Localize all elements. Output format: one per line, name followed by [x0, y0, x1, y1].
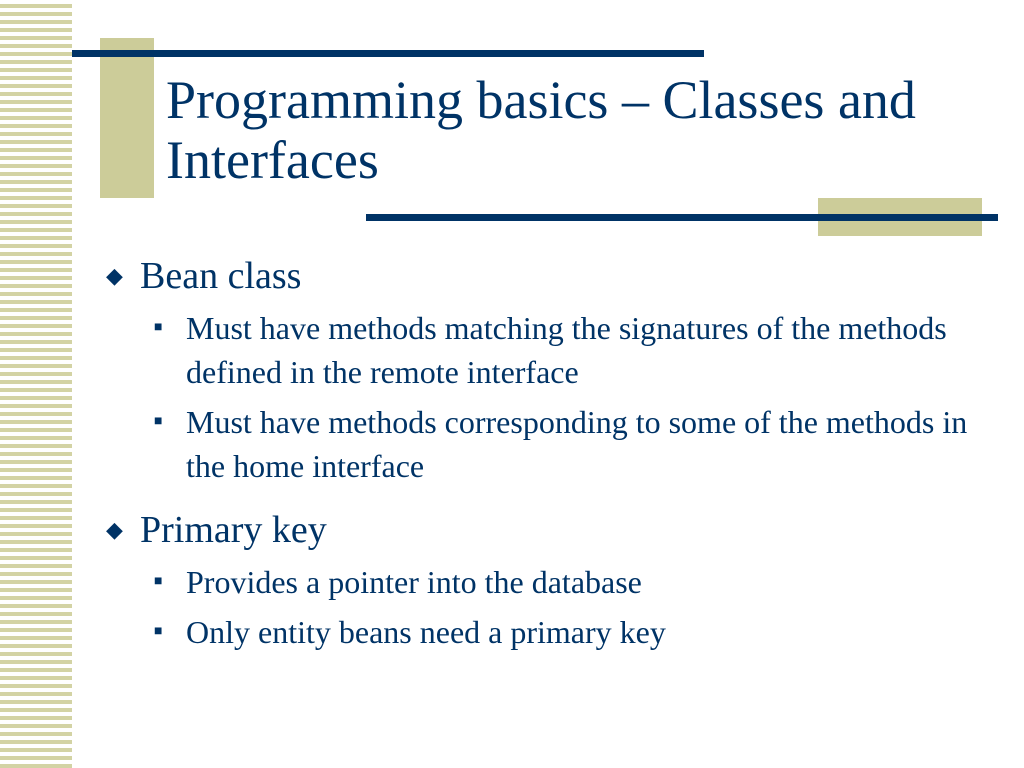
- bullet-heading: Primary key: [140, 509, 327, 551]
- slide-body: [106, 254, 996, 660]
- square-bullet-icon: ■: [154, 414, 163, 429]
- title-accent-block: [100, 38, 154, 198]
- slide-title: Programming basics – Classes and Interfaces: [166, 70, 916, 190]
- bullet-primary-key: [106, 508, 996, 552]
- sub-bullet: [106, 560, 996, 604]
- square-bullet-icon: ■: [154, 624, 163, 639]
- square-bullet-icon: ■: [154, 320, 163, 335]
- bullet-bean-class: [106, 254, 996, 298]
- left-stripe-decoration: [0, 0, 72, 768]
- square-bullet-icon: ■: [154, 574, 163, 589]
- sub-bullet-text: Must have methods matching the signatures of the methods defined in the remote interface: [186, 310, 947, 390]
- spacer: [106, 494, 996, 508]
- bottom-rule: [366, 214, 998, 221]
- sub-bullet-text: Only entity beans need a primary key: [186, 614, 666, 650]
- top-rule: [72, 50, 704, 57]
- sub-bullet: [106, 400, 996, 488]
- sub-bullet: [106, 306, 996, 394]
- sub-bullet-text: Provides a pointer into the database: [186, 564, 642, 600]
- diamond-bullet-icon: ◆: [106, 517, 123, 542]
- bullet-heading: Bean class: [140, 255, 302, 297]
- sub-bullet: [106, 610, 996, 654]
- sub-bullet-text: Must have methods corresponding to some of the methods in the home interface: [186, 404, 968, 484]
- diamond-bullet-icon: ◆: [106, 263, 123, 288]
